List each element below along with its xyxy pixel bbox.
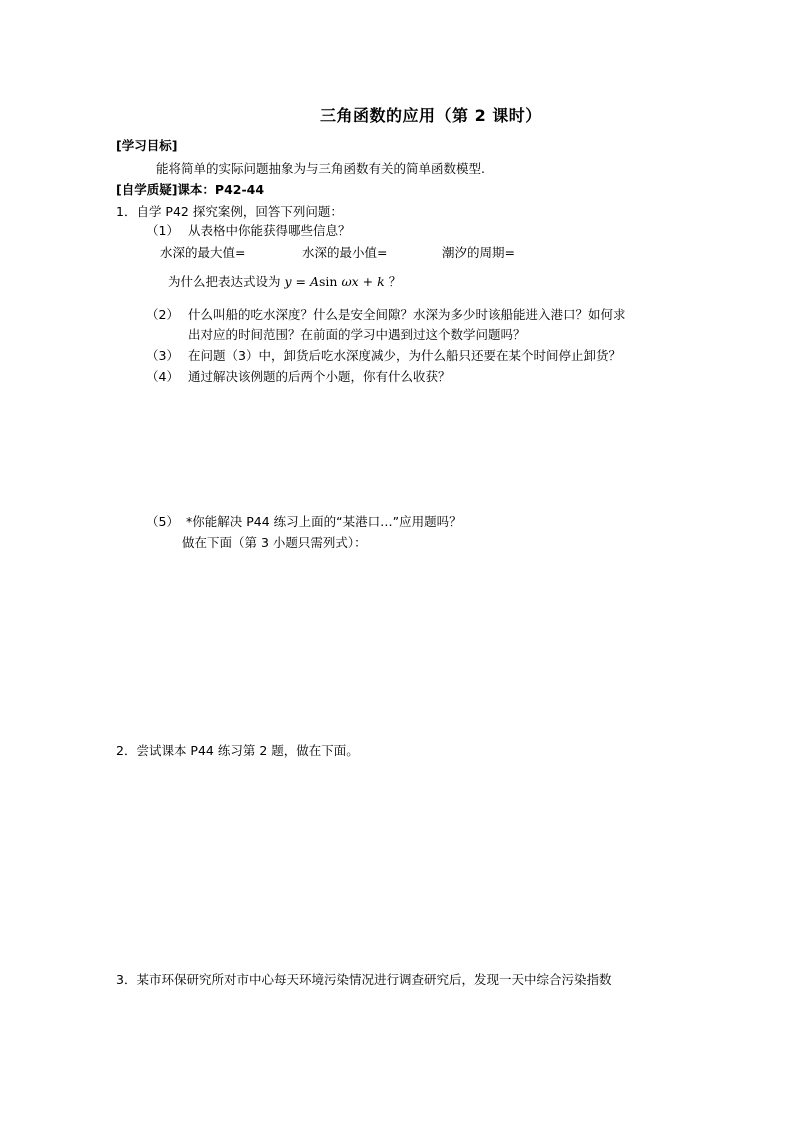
q1-part-4-number: （4） (146, 369, 179, 384)
q1-part-2-line-1: 什么叫船的吃水深度？什么是安全间隙？水深为多少时该船能进入港口？如何求 (188, 307, 626, 322)
formula-k: k (377, 274, 385, 289)
formula-equals: = (291, 274, 310, 289)
min-depth-label: 水深的最小值= (302, 245, 388, 260)
expression-question (168, 276, 401, 289)
q1-part-1-number: （1） (146, 223, 179, 238)
tide-period-label: 潮汐的周期= (442, 245, 515, 260)
q1-part-5-line-1: *你能解决 P44 练习上面的“某港口…”应用题吗？ (186, 514, 462, 529)
q1-part-2-number: （2） (146, 307, 179, 322)
q1-part-5-number: （5） (146, 514, 179, 529)
q1-part-4-text: 通过解决该例题的后两个小题，你有什么收获？ (188, 369, 451, 384)
expression-prefix: 为什么把表达式设为 (168, 274, 281, 289)
formula-a: A (309, 274, 320, 289)
formula-omega-x: ωx (341, 274, 359, 289)
q1-part-3-text: 在问题（3）中，卸货后吃水深度减少，为什么船只还要在某个时间停止卸货？ (188, 348, 621, 363)
q1-part-2-line-2: 出对应的时间范围？在前面的学习中遇到过这个数学问题吗？ (188, 327, 526, 342)
formula-y: y (284, 274, 292, 289)
formula-plus: + (358, 274, 378, 289)
page-title: 三角函数的应用（第 2 课时） (320, 106, 542, 125)
q1-part-5-line-2: 做在下面（第 3 小题只需列式）： (182, 535, 367, 550)
formula (285, 274, 385, 289)
objectives-heading: [学习目标] (116, 138, 178, 153)
q1-part-3-number: （3） (146, 348, 179, 363)
question-1-stem: 1．自学 P42 探究案例，回答下列问题： (116, 204, 343, 219)
q1-part-1-text: 从表格中你能获得哪些信息？ (188, 223, 351, 238)
self-study-heading: [自学质疑]课本：P42-44 (116, 182, 265, 197)
question-3: 3．某市环保研究所对市中心每天环境污染情况进行调查研究后，发现一天中综合污染指数 (116, 972, 612, 987)
question-2: 2．尝试课本 P44 练习第 2 题，做在下面。 (116, 743, 359, 758)
formula-sin: sin (319, 274, 342, 289)
expression-suffix: ？ (388, 274, 402, 289)
objectives-text: 能将简单的实际问题抽象为与三角函数有关的简单函数模型. (156, 161, 485, 176)
max-depth-label: 水深的最大值= (160, 245, 246, 260)
